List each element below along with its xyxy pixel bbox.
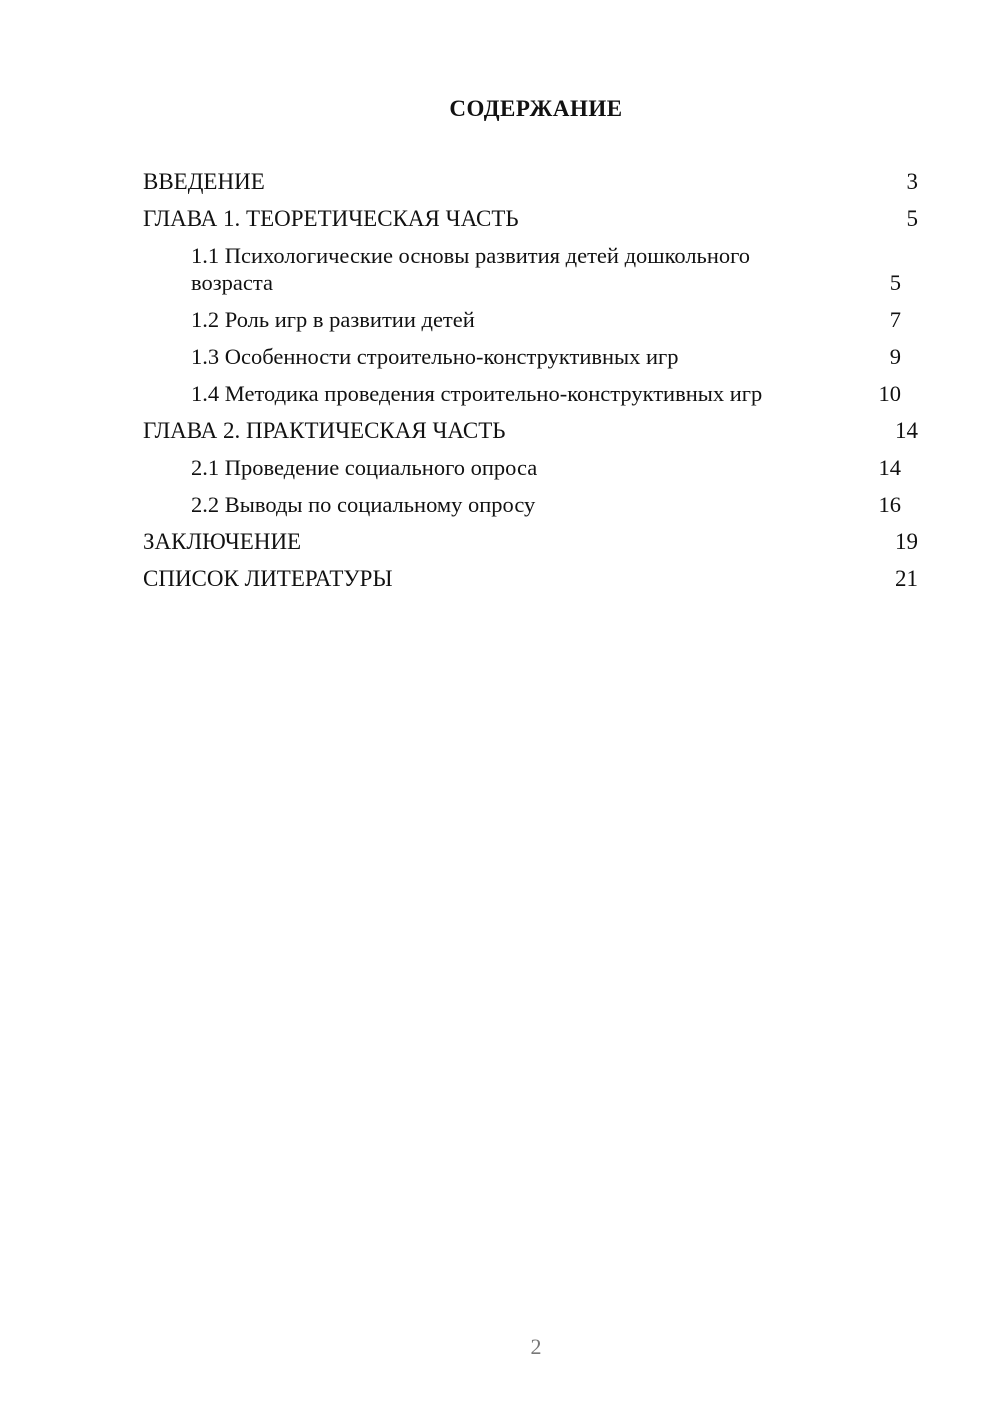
table-of-contents: [143, 168, 918, 602]
toc-entry-page: 21: [895, 566, 918, 591]
toc-entry-label: 1.1 Психологические основы развития детей дошкольного возраста: [191, 243, 751, 295]
toc-entry-conclusion[interactable]: [143, 528, 918, 555]
toc-entry-page: 9: [889, 344, 901, 369]
toc-entry-page: 7: [889, 307, 901, 332]
page-title: СОДЕРЖАНИЕ: [449, 96, 623, 121]
toc-entry-section-1-1[interactable]: [143, 242, 918, 296]
toc-entry-section-1-4[interactable]: [143, 380, 918, 407]
toc-entry-label: ЗАКЛЮЧЕНИЕ: [143, 529, 302, 554]
toc-entry-label: 2.1 Проведение социального опроса: [191, 455, 538, 480]
toc-entry-section-1-3[interactable]: [143, 343, 918, 370]
toc-entry-introduction[interactable]: [143, 168, 918, 195]
toc-entry-chapter-1[interactable]: [143, 205, 918, 232]
page-number: 2: [530, 1334, 542, 1359]
toc-entry-bibliography[interactable]: [143, 565, 918, 592]
toc-entry-page: 14: [895, 418, 918, 443]
toc-entry-label: ГЛАВА 2. ПРАКТИЧЕСКАЯ ЧАСТЬ: [143, 418, 506, 443]
toc-entry-label: 1.3 Особенности строительно-конструктивных игр: [191, 344, 679, 369]
toc-entry-page: 16: [878, 492, 901, 517]
toc-entry-label: 2.2 Выводы по социальному опросу: [191, 492, 536, 517]
toc-entry-page: 5: [889, 270, 901, 295]
toc-entry-page: 14: [878, 455, 901, 480]
toc-entry-chapter-2[interactable]: [143, 417, 918, 444]
toc-entry-section-2-1[interactable]: [143, 454, 918, 481]
toc-entry-label: 1.4 Методика проведения строительно-конструктивных игр: [191, 381, 763, 406]
toc-entry-label: СПИСОК ЛИТЕРАТУРЫ: [143, 566, 393, 591]
toc-entry-label: 1.2 Роль игр в развитии детей: [191, 307, 475, 332]
toc-entry-label: ВВЕДЕНИЕ: [143, 169, 265, 194]
toc-entry-page: 3: [906, 169, 918, 194]
toc-entry-page: 19: [895, 529, 918, 554]
toc-entry-label: ГЛАВА 1. ТЕОРЕТИЧЕСКАЯ ЧАСТЬ: [143, 206, 519, 231]
toc-entry-page: 10: [878, 381, 901, 406]
toc-entry-section-1-2[interactable]: [143, 306, 918, 333]
toc-entry-page: 5: [906, 206, 918, 231]
toc-entry-section-2-2[interactable]: [143, 491, 918, 518]
